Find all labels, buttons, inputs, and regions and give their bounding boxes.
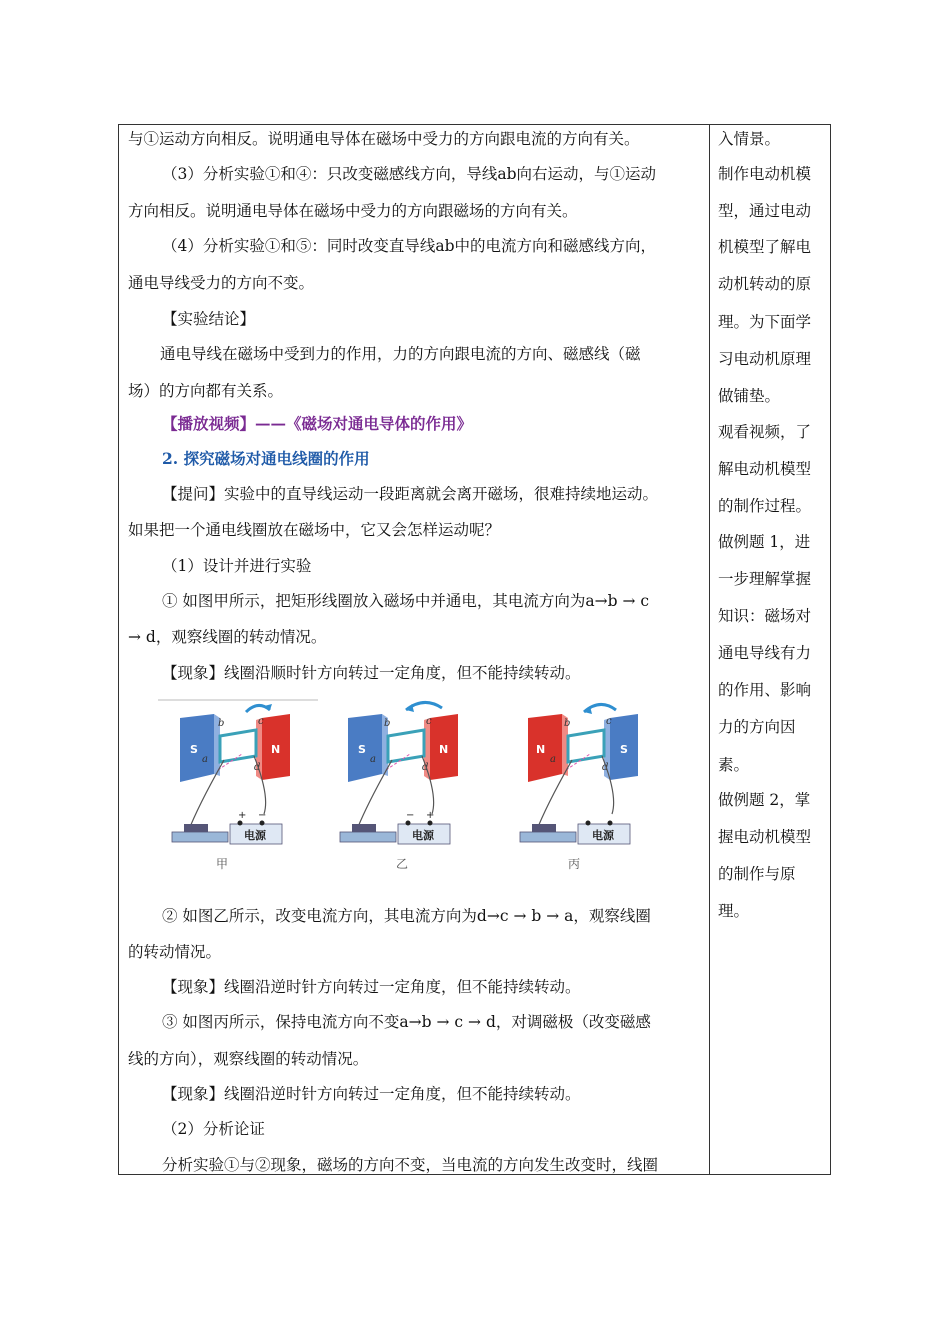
- text-line: （1）设计并进行实验: [162, 557, 312, 575]
- text-line: 动机转动的原: [718, 275, 812, 293]
- switch: [340, 832, 396, 842]
- panel-jia: [172, 704, 290, 871]
- text-line: 通电导线受力的方向不变。: [128, 274, 315, 292]
- text-line: 场）的方向都有关系。: [128, 382, 284, 400]
- text-line: → d，观察线圈的转动情况。: [128, 628, 327, 646]
- svg-text:a: a: [550, 754, 556, 765]
- text-line: 机模型了解电: [718, 238, 812, 256]
- text-line: ① 如图甲所示，把矩形线圈放入磁场中并通电，其电流方向为a→b → c: [162, 592, 650, 610]
- text-line: 入情景。: [718, 130, 781, 148]
- text-line: 通电导线在磁场中受到力的作用，力的方向跟电流的方向、磁感线（磁: [160, 345, 641, 363]
- coil-experiment-figure: [158, 696, 638, 876]
- switch: [520, 832, 576, 842]
- text-line: （3）分析实验①和④：只改变磁感线方向，导线ab向右运动，与①运动: [162, 165, 657, 183]
- svg-text:c: c: [606, 716, 612, 727]
- svg-text:−: −: [406, 810, 415, 821]
- svg-text:b: b: [384, 718, 391, 729]
- text-line: 的制作与原: [718, 865, 796, 883]
- switch: [172, 832, 228, 842]
- text-line: 习电动机原理: [718, 350, 812, 368]
- svg-text:d: d: [254, 762, 261, 773]
- pole-label: S: [190, 743, 198, 756]
- text-line: 与①运动方向相反。说明通电导体在磁场中受力的方向跟电流的方向有关。: [128, 130, 640, 148]
- text-line: 素。: [718, 756, 750, 774]
- text-line: 做例题 1，进: [718, 533, 811, 551]
- text-line: 【现象】线圈沿逆时针方向转过一定角度，但不能持续转动。: [162, 978, 581, 996]
- text-line: 分析实验①与②现象，磁场的方向不变，当电流的方向发生改变时，线圈: [162, 1156, 659, 1174]
- svg-text:c: c: [426, 716, 432, 727]
- panel-bing: [520, 704, 638, 871]
- text-line: 【提问】实验中的直导线运动一段距离就会离开磁场，很难持续地运动。: [162, 485, 659, 503]
- text-line: 做铺垫。: [718, 387, 781, 405]
- svg-text:−: −: [258, 810, 267, 821]
- svg-text:b: b: [564, 718, 571, 729]
- pole-label: S: [358, 743, 366, 756]
- coil: [568, 730, 604, 762]
- text-line: 观看视频，了: [718, 423, 812, 441]
- svg-text:a: a: [370, 754, 376, 765]
- text-line: ③ 如图丙所示，保持电流方向不变a→b → c → d，对调磁极（改变磁感: [162, 1013, 651, 1031]
- subsection-heading: 2. 探究磁场对通电线圈的作用: [162, 449, 370, 468]
- svg-text:d: d: [602, 762, 609, 773]
- svg-text:电源: 电源: [592, 829, 614, 842]
- svg-text:电源: 电源: [244, 829, 266, 842]
- text-line: 通电导线有力: [718, 644, 812, 662]
- text-line: 方向相反。说明通电导体在磁场中受力的方向跟磁场的方向有关。: [128, 202, 578, 220]
- text-line: 做例题 2，掌: [718, 791, 811, 809]
- pole-label: N: [439, 743, 449, 756]
- text-line: 理。为下面学: [718, 313, 812, 331]
- text-line: ② 如图乙所示，改变电流方向，其电流方向为d→c → b → a，观察线圈: [162, 907, 651, 925]
- text-line: 知识：磁场对: [718, 607, 812, 625]
- text-line: 线的方向），观察线圈的转动情况。: [128, 1050, 369, 1068]
- svg-text:a: a: [202, 754, 208, 765]
- video-heading: 【播放视频】——《磁场对通电导体的作用》: [162, 414, 473, 433]
- text-line: 理。: [718, 902, 750, 920]
- text-line: 握电动机模型: [718, 828, 812, 846]
- svg-text:+: +: [238, 810, 247, 821]
- caption: 甲: [216, 857, 229, 871]
- text-line: 如果把一个通电线圈放在磁场中，它又会怎样运动呢？: [128, 521, 501, 539]
- caption: 丙: [568, 857, 581, 871]
- pole-label: N: [271, 743, 281, 756]
- pole-label: N: [536, 743, 546, 756]
- text-line: 力的方向因: [718, 718, 796, 736]
- text-line: （4）分析实验①和⑤：同时改变直导线ab中的电流方向和磁感线方向，: [162, 237, 657, 255]
- text-line: 的制作过程。: [718, 497, 812, 515]
- section-heading: 【实验结论】: [162, 310, 256, 328]
- text-line: 型，通过电动: [718, 202, 812, 220]
- svg-text:b: b: [218, 718, 225, 729]
- column-divider: [709, 124, 710, 1175]
- text-line: 【现象】线圈沿顺时针方向转过一定角度，但不能持续转动。: [162, 664, 581, 682]
- coil: [388, 730, 424, 762]
- caption: 乙: [396, 857, 409, 871]
- text-line: （2）分析论证: [162, 1120, 265, 1138]
- text-line: 一步理解掌握: [718, 570, 812, 588]
- text-line: 解电动机模型: [718, 460, 812, 478]
- pole-label: S: [620, 743, 628, 756]
- text-line: 的转动情况。: [128, 943, 222, 961]
- text-line: 制作电动机模: [718, 165, 812, 183]
- panel-yi: [340, 702, 458, 871]
- svg-text:+: +: [426, 810, 435, 821]
- svg-text:d: d: [422, 762, 429, 773]
- coil: [220, 730, 256, 762]
- svg-text:c: c: [258, 716, 264, 727]
- svg-text:电源: 电源: [412, 829, 434, 842]
- text-line: 的作用、影响: [718, 681, 812, 699]
- text-line: 【现象】线圈沿逆时针方向转过一定角度，但不能持续转动。: [162, 1085, 581, 1103]
